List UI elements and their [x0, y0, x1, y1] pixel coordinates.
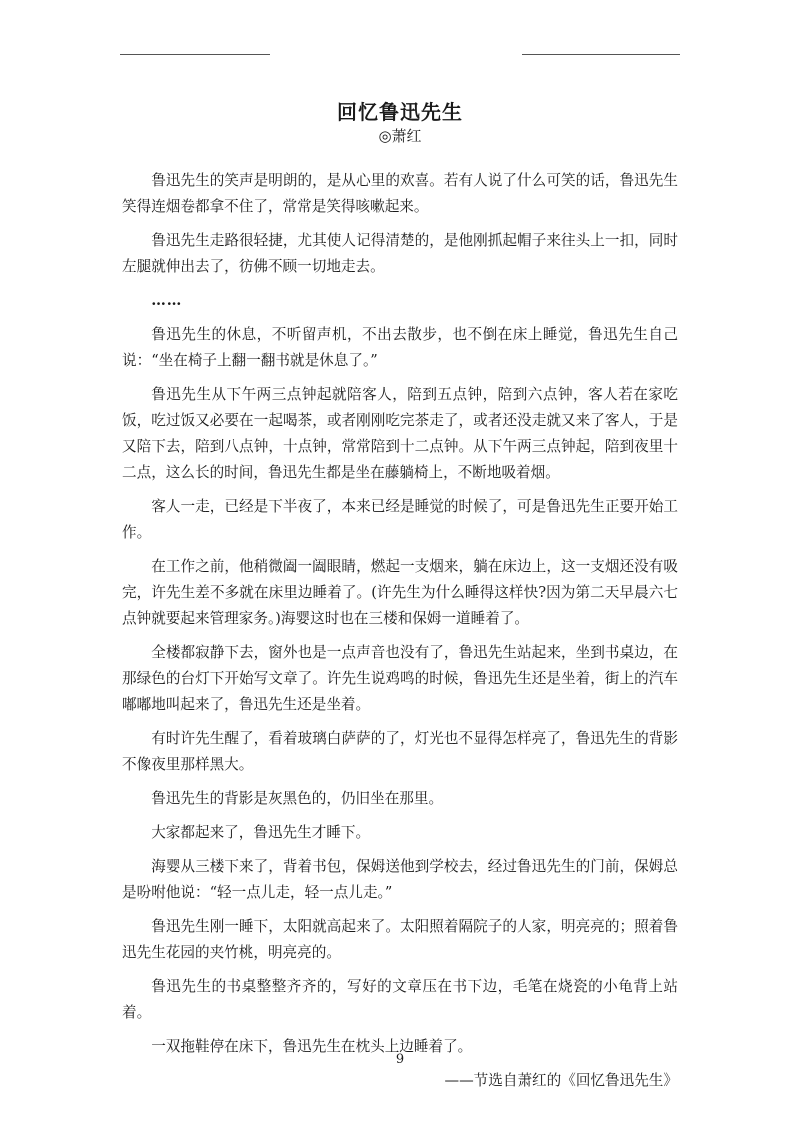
source-citation: ——节选自萧红的《回忆鲁迅先生》 [444, 1072, 678, 1089]
paragraph: 大家都起来了，鲁迅先生才睡下。 [151, 824, 371, 841]
article-body [122, 168, 678, 1094]
header-rule-left [120, 54, 270, 55]
paragraph: 全楼都寂静下去，窗外也是一点声音也没有了，鲁迅先生站起来，坐到书桌边，在那绿色的台灯下开始写文章了。许先生说鸡鸣的时候，鲁迅先生还是坐着，街上的汽车嘟嘟地叫起来了，鲁迅先生还是坐着。 [122, 644, 678, 713]
paragraph: 有时许先生醒了，看着玻璃白萨萨的了，灯光也不显得怎样亮了，鲁迅先生的背影不像夜里那样黑大。 [122, 730, 678, 773]
paragraph: 鲁迅先生走路很轻捷，尤其使人记得清楚的，是他刚抓起帽子来往头上一扣，同时左腿就伸出去了，彷佛不顾一切地走去。 [122, 232, 678, 275]
paragraph: 鲁迅先生的笑声是明朗的，是从心里的欢喜。若有人说了什么可笑的话，鲁迅先生笑得连烟卷都拿不住了，常常是笑得咳嗽起来。 [122, 172, 678, 215]
paragraph: 在工作之前，他稍微阖一阖眼睛，燃起一支烟来，躺在床边上，这一支烟还没有吸完，许先生差不多就在床里边睡着了。(许先生为什么睡得这样快?因为第二天早晨六七点钟就要起来管理家务。)海婴这时也在三楼和保姆一道睡着了。 [122, 558, 678, 627]
article-author: ◎萧红 [378, 127, 422, 145]
paragraph: 鲁迅先生从下午两三点钟起就陪客人，陪到五点钟，陪到六点钟，客人若在家吃饭，吃过饭又必要在一起喝茶，或者刚刚吃完茶走了，或者还没走就又来了客人，于是又陪下去，陪到八点钟，十点钟，常常陪到十二点钟。从下午两三点钟起，陪到夜里十二点，这么长的时间，鲁迅先生都是坐在藤躺椅上，不断地吸着烟。 [122, 386, 678, 481]
page-number: 9 [395, 1052, 405, 1067]
paragraph: 鲁迅先生的休息，不听留声机，不出去散步，也不倒在床上睡觉，鲁迅先生自己说：“坐在椅子上翻一翻书就是休息了。” [122, 326, 678, 369]
omission-ellipsis: …… [151, 292, 183, 309]
paragraph: 一双拖鞋停在床下，鲁迅先生在枕头上边睡着了。 [151, 1038, 473, 1055]
paragraph: 鲁迅先生的书桌整整齐齐的，写好的文章压在书下边，毛笔在烧瓷的小龟背上站着。 [122, 978, 678, 1021]
header-rule-right [522, 54, 680, 55]
paragraph: 客人一走，已经是下半夜了，本来已经是睡觉的时候了，可是鲁迅先生正要开始工作。 [122, 498, 678, 541]
paragraph: 鲁迅先生刚一睡下，太阳就高起来了。太阳照着隔院子的人家，明亮亮的；照着鲁迅先生花园的夹竹桃，明亮亮的。 [122, 918, 678, 961]
paragraph: 鲁迅先生的背影是灰黑色的，仍旧坐在那里。 [151, 790, 444, 807]
paragraph: 海婴从三楼下来了，背着书包，保姆送他到学校去，经过鲁迅先生的门前，保姆总是吩咐他说：“轻一点儿走，轻一点儿走。” [122, 858, 678, 901]
article-title: 回忆鲁迅先生 [337, 100, 463, 124]
